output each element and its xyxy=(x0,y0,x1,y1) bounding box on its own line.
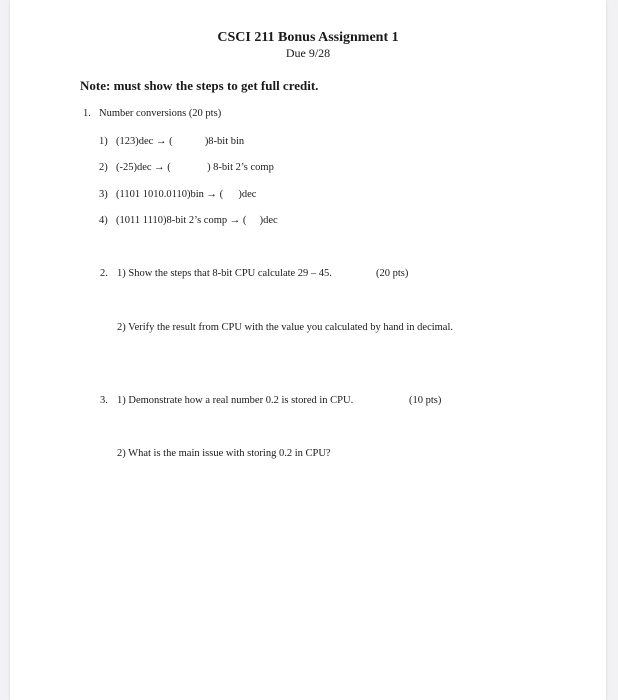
q1-item-4 xyxy=(99,215,278,226)
q1-item-2-target: ) 8-bit 2’s comp xyxy=(207,162,274,173)
q3-number: 3. xyxy=(100,395,108,406)
q1-text: Number conversions (20 pts) xyxy=(99,108,222,119)
q1-item-3-target: )dec xyxy=(238,189,257,200)
q1-item-4-num: 4) xyxy=(99,215,108,226)
q2-part2: 2) Verify the result from CPU with the value you calculated by hand in decimal. xyxy=(117,322,454,333)
q3-part1: 1) Demonstrate how a real number 0.2 is stored in CPU. xyxy=(117,395,354,406)
q1-item-1-target: )8-bit bin xyxy=(204,136,245,147)
q1-item-4-question: (1011 1110)8-bit 2’s comp → ( xyxy=(116,215,247,226)
q1-item-3-num: 3) xyxy=(99,189,108,200)
document-title: CSCI 211 Bonus Assignment 1 xyxy=(217,30,399,45)
q1-item-2-question: (-25)dec → ( xyxy=(116,162,171,173)
q1-item-1-question: (123)dec → ( xyxy=(116,136,173,147)
q1-item-4-target: )dec xyxy=(259,215,278,226)
due-date: Due 9/28 xyxy=(285,46,331,60)
q1-number: 1. xyxy=(83,108,91,119)
q1-item-1-num: 1) xyxy=(99,136,108,147)
q2-part1: 1) Show the steps that 8-bit CPU calculate 29 – 45. xyxy=(117,268,332,279)
note-text: Note: must show the steps to get full credit. xyxy=(80,78,319,93)
q1-item-3 xyxy=(99,189,256,200)
q1-item-1 xyxy=(99,136,244,147)
q2-points: (20 pts) xyxy=(376,268,409,279)
q1-item-3-question: (1101 1010.0110)bin → ( xyxy=(116,189,224,200)
q2-number: 2. xyxy=(100,268,108,279)
q3-points: (10 pts) xyxy=(409,395,442,406)
q1-item-2-num: 2) xyxy=(99,162,108,173)
q1-item-2 xyxy=(99,162,274,173)
q3-part2: 2) What is the main issue with storing 0.2 in CPU? xyxy=(117,448,331,459)
document-page xyxy=(10,0,606,700)
